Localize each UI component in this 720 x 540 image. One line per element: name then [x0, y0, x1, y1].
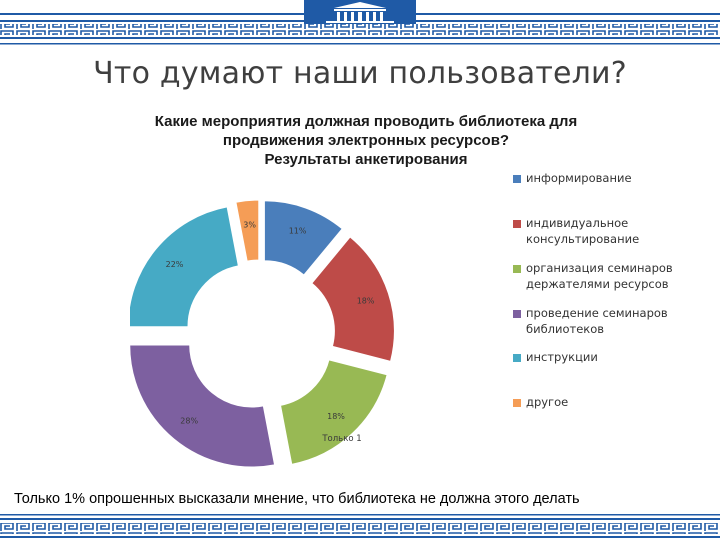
data-label: 3%: [243, 220, 256, 230]
legend-swatch: [513, 220, 521, 228]
legend-label: индивидуальное консультирование: [526, 216, 640, 246]
chart-title-line: Результаты анкетирования: [264, 151, 468, 168]
footer-note: Только 1% опрошенных высказали мнение, что библиотека не должна этого делать: [14, 491, 580, 507]
data-label: 18%: [327, 411, 345, 421]
chart-title-line: продвижения электронных ресурсов?: [222, 132, 510, 149]
legend-label: инструкции: [526, 350, 598, 364]
chart-title: [120, 112, 612, 169]
legend-swatch: [513, 175, 521, 183]
data-label: 18%: [356, 296, 375, 306]
data-label: 28%: [180, 416, 199, 426]
data-label: 22%: [165, 260, 184, 270]
legend-label: информирование: [526, 171, 632, 185]
slice-annotation: Только 1: [322, 433, 362, 444]
library-building-logo: [304, 0, 416, 24]
data-label: 11%: [288, 226, 307, 236]
legend-swatch: [513, 399, 521, 407]
legend-label: другое: [526, 395, 569, 409]
slide-title: Что думают наши пользователи?: [93, 56, 627, 91]
legend-label: организация семинаров держателями ресурсов: [526, 261, 673, 291]
legend-swatch: [513, 354, 521, 362]
bottom-decorative-band: [0, 512, 720, 540]
chart-title-line: Какие мероприятия должная проводить библиотека для: [154, 113, 578, 130]
donut-slice: [312, 237, 394, 361]
legend-swatch: [513, 310, 521, 318]
legend-swatch: [513, 265, 521, 273]
donut-slice: [236, 200, 259, 261]
donut-slice: [130, 207, 238, 327]
donut-chart: [130, 190, 420, 480]
donut-slice: [130, 345, 275, 467]
legend-label: проведение семинаров библиотеков: [526, 306, 668, 336]
